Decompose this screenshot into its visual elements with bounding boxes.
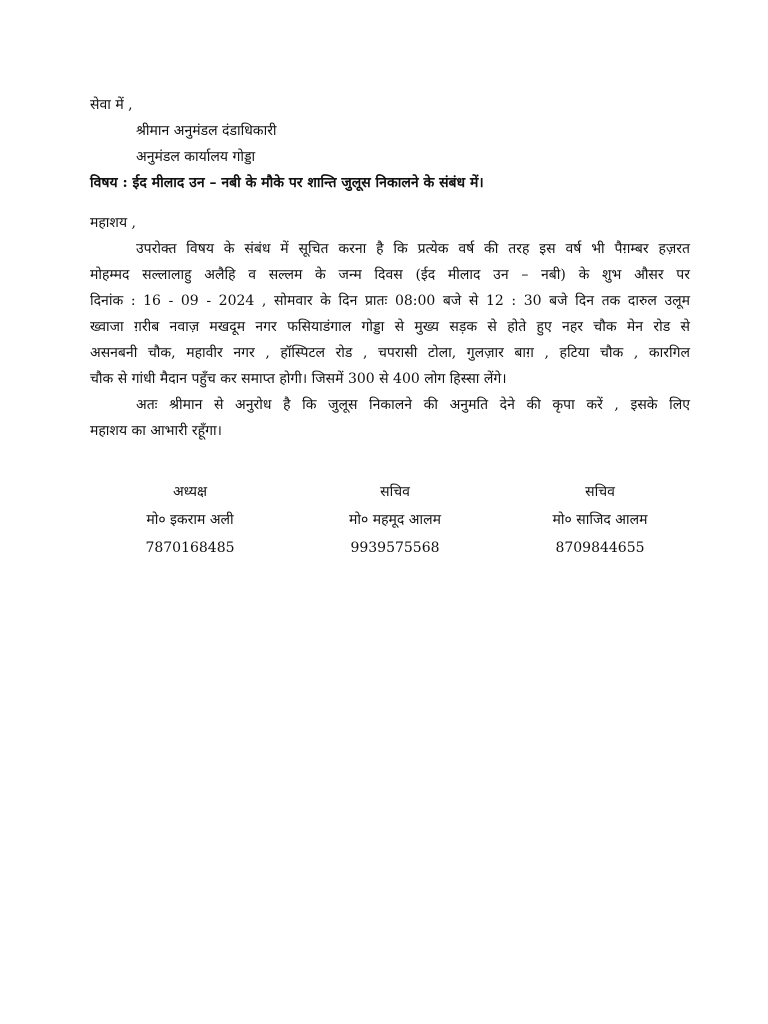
paragraph-line: अतः श्रीमान से अनुरोध है कि जुलूस निकालने की अनुमति देने की कृपा करें , इसके लिए — [136, 397, 690, 413]
signatory-president — [100, 478, 280, 562]
greeting: महाशय , — [90, 215, 136, 231]
signatory-phone: 7870168485 — [145, 540, 235, 556]
paragraph-line: दिनांक : 16 - 09 - 2024 , सोमवार के दिन प्रातः 08:00 बजे से 12 : 30 बजे दिन तक दारुल उलूम — [90, 293, 690, 309]
paragraph-line: मोहम्मद सल्लालाहु अलैहि व सल्लम के जन्म दिवस (ईद मीलाद उन – नबी) के शुभ औसर पर — [90, 267, 690, 283]
signatory-title: अध्यक्ष — [172, 484, 208, 500]
signatory-name: मो० महमूद आलम — [349, 512, 441, 528]
signatory-secretary-2 — [510, 478, 690, 562]
paragraph-line: चौक से गांधी मैदान पहुँच कर समाप्त होगी। जिसमें 300 से 400 लोग हिस्सा लेंगे। — [90, 371, 507, 387]
signatory-name: मो० साजिद आलम — [552, 512, 648, 528]
body-paragraph-1 — [90, 236, 690, 392]
recipient-office: अनुमंडल कार्यालय गोड्डा — [136, 149, 256, 165]
signatory-name: मो० इकराम अली — [146, 512, 234, 528]
paragraph-line: ख्वाजा ग़रीब नवाज़ मखदूम नगर फसियाडंगाल गोड्डा से मुख्य सड़क से होते हुए नहर चौक मेन रोड से — [90, 319, 690, 335]
recipient-title: श्रीमान अनुमंडल दंडाधिकारी — [136, 123, 277, 139]
signatory-title: सचिव — [380, 484, 410, 500]
paragraph-line: महाशय का आभारी रहूँगा। — [90, 423, 222, 439]
signatory-phone: 8709844655 — [555, 540, 645, 556]
signatory-title: सचिव — [585, 484, 615, 500]
signature-block — [90, 478, 690, 568]
subject-line: विषय : ईद मीलाद उन – नबी के मौके पर शान्ति जुलूस निकालने के संबंध में। — [90, 175, 484, 191]
paragraph-line: असनबनी चौक, महावीर नगर , हॉस्पिटल रोड , चपरासी टोला, गुलज़ार बाग़ , हटिया चौक , कारगिल — [90, 345, 690, 361]
signatory-secretary-1 — [305, 478, 485, 562]
paragraph-line: उपरोक्त विषय के संबंध में सूचित करना है कि प्रत्येक वर्ष की तरह इस वर्ष भी पैग़म्बर हज़रत — [136, 241, 690, 257]
signatory-phone: 9939575568 — [350, 540, 440, 556]
salutation: सेवा में , — [90, 97, 133, 113]
body-paragraph-2 — [90, 392, 690, 444]
